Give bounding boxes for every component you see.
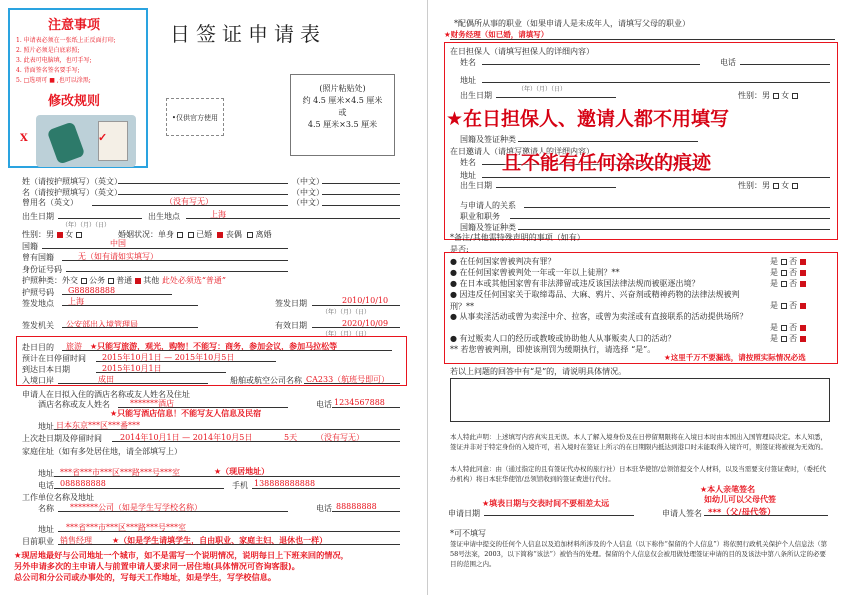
- question-text: 在任何国家曾被判决有罪？: [459, 257, 556, 266]
- job-value: 销售经理: [60, 536, 92, 545]
- marital-row: [118, 229, 271, 240]
- female-checkbox[interactable]: [76, 232, 82, 238]
- bottom-note-line: 总公司和分公司或办事处的，写每天工作地址，如是学生，写学校信息。: [14, 572, 277, 582]
- issue-place-value: 上海: [68, 297, 84, 306]
- question-row: [450, 256, 830, 267]
- home-addr-label: 地址: [38, 469, 54, 478]
- no-checkbox[interactable]: [800, 336, 806, 342]
- prev-value: 2014年10月1日 — 2014年10月5日: [120, 433, 253, 442]
- tip-text: ** 若您曾被判刑，即使该刑罚为缓期执行，请选择 “是”。: [450, 345, 656, 354]
- g-sex-label: 性别：男: [738, 91, 770, 100]
- ship-label: 船舶或航空公司名称: [230, 376, 302, 385]
- ordinary-checkbox[interactable]: [135, 278, 141, 284]
- i-female-checkbox[interactable]: [792, 183, 798, 189]
- divorced-label: 离婚: [255, 230, 272, 239]
- no-checkbox[interactable]: [800, 303, 806, 309]
- yes-no-heading: 是否:: [450, 245, 469, 254]
- yes-checkbox[interactable]: [781, 336, 787, 342]
- no-label: 否: [789, 323, 798, 332]
- privacy-text: 签证申请中提交的任何个人信息以及追加材料所涉及的个人信息（以下称作“保留的个人信息”）将依照行政机关保护个人信息法（第58号法案，2003，以下简称“该法”）被恰当的处理。保留的个人信息仅会被用做处理签证申请的目的及该法中第八条所认定的必要目的范围之内。: [450, 540, 828, 568]
- ymd-hint: （年）（月）（日）: [62, 222, 111, 229]
- issue-auth-label: 签发机关: [22, 321, 54, 330]
- hotel-addr-value: 日本东京***区***番***: [56, 421, 140, 430]
- birthdate-label: 出生日期: [22, 212, 54, 221]
- purpose-label: 赴日目的: [22, 343, 54, 352]
- diplomatic-checkbox[interactable]: [81, 278, 87, 284]
- question-list: [450, 256, 830, 355]
- hotel-annotation: ★只能写酒店信息！不能写友人信息及民宿: [110, 409, 262, 418]
- explain-label: 若以上问题的回答中有“是”的，请说明具体情况。: [450, 367, 627, 376]
- yes-label: 是: [770, 257, 778, 266]
- purpose-value: 旅游: [66, 342, 82, 351]
- visa-form-back: [427, 0, 842, 595]
- i-male-checkbox[interactable]: [773, 183, 779, 189]
- bullet: ●: [450, 290, 460, 299]
- yes-label: 是: [770, 301, 778, 310]
- home-addr-value: ***省***市***区***路***号***室: [60, 468, 180, 477]
- notice-item: 3. 此表可电脑填，也可手写;: [16, 57, 92, 64]
- port-value: 成田: [98, 375, 114, 384]
- explain-box[interactable]: [450, 378, 830, 422]
- answer-group: [770, 278, 806, 290]
- i-sex-label: 性别：男: [738, 181, 770, 190]
- rule-heading: 修改规则: [48, 94, 101, 109]
- i-female-label: 女: [781, 181, 790, 190]
- stay-label: 预计在日停留时间: [22, 354, 86, 363]
- g-male-checkbox[interactable]: [773, 93, 779, 99]
- stay-value: 2015年10月1日 — 2015年10月5日: [102, 353, 235, 362]
- g-sex-row: [738, 90, 798, 101]
- issue-place-label: 签发地点: [22, 299, 54, 308]
- question-row: [450, 333, 830, 344]
- g-dob-label: 出生日期: [460, 91, 492, 100]
- sign-note-1: ★本人亲笔签名: [700, 485, 756, 494]
- overlay-guarantor-note: ★在日担保人、邀请人都不用填写: [446, 108, 730, 130]
- home-tel-value: 088888888: [60, 479, 106, 488]
- hotel-label: 酒店名称或友人姓名: [38, 400, 110, 409]
- apply-date-label: 申请日期: [448, 509, 480, 518]
- notice-item: 1. 申请表必须在一张纸上正反面打印;: [16, 37, 116, 44]
- apply-date-note: ★填表日期与交表时间不要相差太远: [482, 499, 610, 508]
- g-female-checkbox[interactable]: [792, 93, 798, 99]
- prev-days: 5天: [284, 433, 298, 442]
- nationality-value: 中国: [110, 239, 126, 248]
- no-label: 否: [789, 257, 798, 266]
- purpose-annotation: ★只能写旅游，观光，购物！不能写：商务，参加会议，参加马拉松等: [90, 342, 338, 351]
- official-label: 公务: [89, 276, 106, 285]
- issue-date-value: 2010/10/10: [342, 296, 389, 305]
- no-checkbox[interactable]: [800, 259, 806, 265]
- inviter-label: 在日邀请人（请填写邀请人的详细内容）: [450, 147, 594, 156]
- work-addr-value: ***省***市***区***路***号***室: [66, 523, 186, 532]
- remarks-label: *备注/其他需特殊声明的事项（如有）: [450, 233, 585, 242]
- yes-label: 是: [770, 268, 778, 277]
- ymd-hint: （年）（月）（日）: [322, 331, 371, 338]
- married-checkbox[interactable]: [188, 232, 194, 238]
- bottom-note: [14, 550, 349, 583]
- photo-text: 4.5 厘米×3.5 厘米: [307, 120, 378, 129]
- relation-label: 与申请人的关系: [460, 201, 516, 210]
- chinese-label: （中文）: [292, 177, 324, 186]
- sign-value: ***（父/母代签）: [708, 508, 776, 518]
- answer-group: [770, 322, 806, 334]
- g-female-label: 女: [781, 91, 790, 100]
- photo-text: (照片粘贴处): [319, 84, 366, 93]
- former-value: （没有写无）: [165, 197, 213, 206]
- yes-checkbox[interactable]: [781, 303, 787, 309]
- no-label: 否: [789, 334, 798, 343]
- other-note: 此处必须选“普通”: [161, 276, 227, 285]
- ymd-hint: （年）（月）（日）: [322, 309, 371, 316]
- arrive-label: 到达日本日期: [22, 365, 70, 374]
- former-nat-label: 曾有国籍: [22, 253, 54, 262]
- question-text: 有过贩卖人口的经历或教唆或协助他人从事贩卖人口的活动？: [459, 334, 676, 343]
- notice-item: 5. □选项可 ■ ,也可以涂黑;: [16, 77, 91, 84]
- male-checkbox[interactable]: [57, 232, 63, 238]
- expiry-label: 有效日期: [275, 321, 307, 330]
- notice-list: [16, 36, 116, 86]
- hotel-tel-label: 电话: [316, 400, 332, 409]
- yes-checkbox[interactable]: [781, 259, 787, 265]
- no-label: 否: [789, 279, 798, 288]
- wrong-mark: X: [20, 133, 28, 144]
- yes-label: 是: [770, 323, 778, 332]
- questions-annotation: ★这里千万不要漏选，请按照实际情况必选: [664, 353, 806, 362]
- answer-group: [770, 256, 806, 268]
- work-name-value: *******公司（如是学生写学校名称）: [70, 503, 202, 512]
- official-use-label: •仅供官方使用: [171, 114, 219, 122]
- g-tel-label: 电话: [720, 58, 736, 67]
- answer-group: [770, 267, 806, 279]
- no-label: 否: [789, 268, 798, 277]
- no-checkbox[interactable]: [800, 281, 806, 287]
- chinese-label: （中文）: [292, 188, 324, 197]
- ymd-hint: （年）（月）（日）: [518, 86, 567, 93]
- expiry-value: 2020/10/09: [342, 319, 389, 328]
- spouse-job-value: ★财务经理（如已婚，请填写）: [444, 30, 549, 39]
- example-photo: [36, 115, 136, 167]
- gender-label: 性别：男: [22, 230, 54, 239]
- bullet: ●: [450, 279, 460, 288]
- home-tel-label: 电话: [38, 481, 54, 490]
- issue-date-label: 签发日期: [275, 299, 307, 308]
- work-tel-value: 88888888: [336, 502, 377, 511]
- pno-label: 护照号码: [22, 288, 54, 297]
- widow-label: 丧偶: [225, 230, 242, 239]
- form-title: 日签证申请表: [170, 22, 326, 46]
- i-nat-label: 国籍及签证种类: [460, 223, 516, 232]
- former-nat-value: 无（如有请如实填写）: [78, 252, 158, 261]
- question-text: 从事卖淫活动或曾为卖淫中介、拉客，或曾为卖淫或有直接联系的活动提供场所？: [459, 312, 748, 321]
- i-sex-row: [738, 180, 798, 191]
- work-tel-label: 电话: [316, 504, 332, 513]
- no-checkbox[interactable]: [800, 270, 806, 276]
- yes-label: 是: [770, 334, 778, 343]
- port-label: 入境口岸: [22, 376, 54, 385]
- gender-row: [22, 229, 82, 240]
- spouse-job-label: *配偶所从事的职业（如果申请人是未成年人，请填写父母的职业）: [454, 19, 690, 28]
- bullet: ●: [450, 312, 460, 321]
- official-checkbox[interactable]: [108, 278, 114, 284]
- married-label: 已婚: [196, 230, 213, 239]
- notice-item: 4. 背面签名签名要手写;: [16, 67, 80, 74]
- marital-label: 婚姻状况：单身: [118, 230, 174, 239]
- question-row: [450, 311, 798, 333]
- bottom-note-line: ★现居地最好与公司地址一个城市，如不是需写一个说明情况，说明每日上下班来回的情况，: [14, 550, 349, 560]
- surname-label: 姓（请按护照填写）（英文）: [22, 177, 122, 186]
- notice-item: 2. 照片必须是白底彩照;: [16, 47, 80, 54]
- yes-checkbox[interactable]: [781, 325, 787, 331]
- notice-panel: [8, 8, 148, 168]
- sign-note-2: 如幼儿可以父母代签: [704, 495, 776, 504]
- ship-value: CA233（航班号即可）: [306, 375, 390, 384]
- bullet: ●: [450, 268, 460, 277]
- g-nat-label: 国籍及签证种类: [460, 135, 516, 144]
- visa-form-front: [0, 0, 415, 595]
- right-mark: ✓: [98, 131, 108, 144]
- answer-group: [770, 333, 806, 345]
- prev-label: 上次赴日期及停留时间: [22, 434, 102, 443]
- ordinary-label: 普通: [116, 276, 133, 285]
- statement2-text: 本人特此同意：由（通过指定的且有签证代办权的旅行社）日本驻华使馆/总领馆提交个人材料，以及当需要支付签证费时，（委托代办机构）将日本驻华使馆/总领馆收到的签证费进行代付。: [450, 465, 826, 483]
- i-address-label: 地址: [460, 171, 476, 180]
- home-label: 家庭住址（如有多处居住地，请全部填写上）: [22, 447, 182, 456]
- chinese-label: （中文）: [292, 198, 324, 207]
- hotel-addr-label: 地址: [38, 422, 54, 431]
- no-label: 否: [789, 301, 798, 310]
- jobpos-label: 职业和职务: [460, 212, 500, 221]
- work-addr-label: 地址: [38, 525, 54, 534]
- ptype-label: 护照种类：外交: [22, 276, 78, 285]
- female-label: 女: [65, 230, 74, 239]
- official-use-box: [166, 98, 224, 136]
- yes-checkbox[interactable]: [781, 270, 787, 276]
- bullet: ●: [450, 257, 460, 266]
- other-label: 其他: [143, 276, 160, 285]
- statement-text: 本人特此声明：上述填写内容真实且无误。本人了解入境身份及在日停留期限将在入境日本时由本国出入国管理局决定。本人知悉，签证并非对于特定身份的入境许可，若入境时在签证上所示的在日期限内抵达到港口时未能取得入境许可，则签证将被视为无效的。: [450, 433, 827, 451]
- g-name-label: 姓名: [460, 58, 476, 67]
- former-label: 曾用名（英文）: [22, 198, 78, 207]
- sign-label: 申请人签名: [662, 509, 702, 518]
- birthplace-value: 上海: [210, 210, 226, 219]
- yes-label: 是: [770, 279, 778, 288]
- birthplace-label: 出生地点: [148, 212, 180, 221]
- job-label: 目前职业: [22, 537, 54, 546]
- work-name-label: 名称: [38, 504, 54, 513]
- hotel-value: *******酒店: [130, 399, 174, 408]
- work-label: 工作单位名称及地址: [22, 493, 94, 502]
- no-checkbox[interactable]: [800, 325, 806, 331]
- question-row: [450, 267, 830, 278]
- prev-note: （没有写无）: [316, 433, 364, 442]
- g-address-label: 地址: [460, 76, 476, 85]
- question-text: 在任何国家曾被判处一年或一年以上徒刑？**: [459, 268, 620, 277]
- overlay-no-alter-note: 且不能有任何涂改的痕迹: [502, 152, 712, 174]
- photo-placeholder: [290, 74, 395, 156]
- photo-text: 约 4.5 厘米×4.5 厘米: [302, 96, 383, 105]
- guarantor-label: 在日担保人（请填写担保人的详细内容）: [450, 47, 594, 56]
- hotel-tel-value: 1234567888: [334, 398, 385, 407]
- given-label: 名（请按护照填写）（英文）: [22, 188, 122, 197]
- issue-auth-value: 公安部出入境管理局: [66, 320, 138, 329]
- single-checkbox[interactable]: [177, 232, 183, 238]
- pno-value: G88888888: [68, 286, 116, 295]
- home-annotation: ★（现居地址）: [214, 467, 270, 476]
- answer-group: [770, 300, 806, 312]
- arrive-value: 2015年10月1日: [102, 364, 162, 373]
- mobile-value: 138888888888: [254, 479, 316, 488]
- notice-heading: 注意事项: [48, 18, 101, 33]
- widow-checkbox[interactable]: [217, 232, 223, 238]
- bottom-note-line: 另外申请多次的主申请人与前置申请人要求同一居住地(具体情况可咨询客服)。: [14, 561, 300, 571]
- i-name-label: 姓名: [460, 158, 476, 167]
- mobile-label: 手机: [232, 481, 248, 490]
- photo-text: 或: [338, 108, 347, 117]
- nationality-label: 国籍: [22, 242, 38, 251]
- bullet: ●: [450, 334, 460, 343]
- job-annotation: ★（如是学生请填学生，自由职业、家庭主妇、退休也一样）: [112, 536, 328, 545]
- yes-checkbox[interactable]: [781, 281, 787, 287]
- fillout-note: *可不填写: [450, 529, 486, 538]
- question-text: 在日本或其他国家曾有非法滞留或违反该国法律法规而被驱逐出境？: [459, 279, 700, 288]
- i-dob-label: 出生日期: [460, 181, 492, 190]
- id-label: 身份证号码: [22, 265, 62, 274]
- host-label: 申请人在日拟入住的酒店名称或友人姓名及住址: [22, 390, 190, 399]
- divorced-checkbox[interactable]: [247, 232, 253, 238]
- question-row: [450, 289, 798, 311]
- question-row: [450, 278, 830, 289]
- ptype-row: [22, 275, 226, 286]
- question-text: 因违反任何国家关于取缔毒品、大麻、鸦片、兴奋剂或精神药物的法律法规被判刑？**: [450, 290, 740, 311]
